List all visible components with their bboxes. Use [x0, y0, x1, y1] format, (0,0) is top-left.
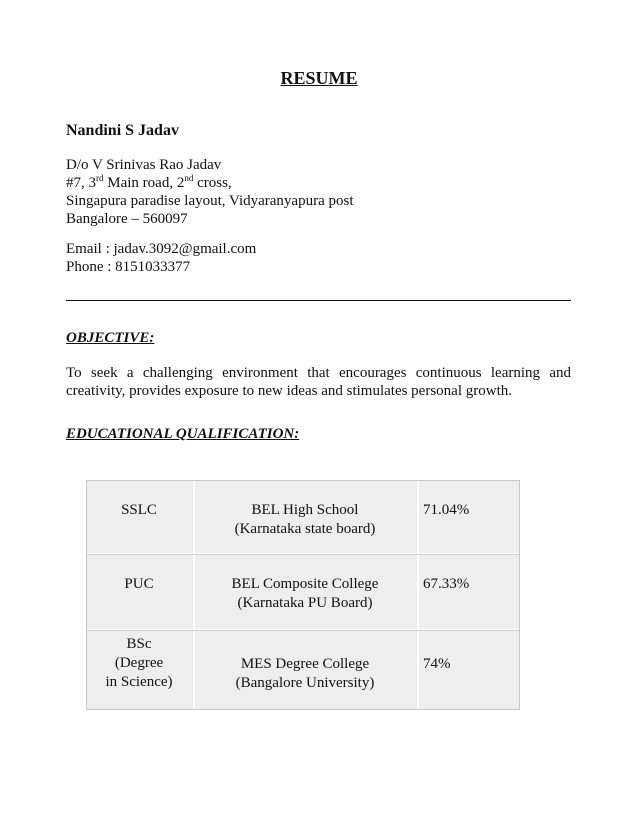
candidate-name: Nandini S Jadav	[66, 122, 179, 139]
degree-cell-line: BSc	[126, 636, 152, 652]
institution-cell-line: BEL Composite College	[231, 576, 379, 592]
objective-heading: OBJECTIVE:	[66, 330, 155, 346]
address-line-2	[66, 174, 354, 192]
score-cell-text	[423, 575, 519, 594]
address-line-1: D/o V Srinivas Rao Jadav	[66, 157, 222, 173]
institution-cell	[193, 555, 415, 629]
address-line-2-part: #7, 3	[66, 175, 96, 191]
score-cell	[417, 481, 519, 553]
table-row	[87, 631, 519, 709]
institution-cell-text	[195, 501, 415, 539]
address-line-2-part: Main road, 2	[103, 175, 185, 191]
objective-text: To seek a challenging environment that encourages continuous learning and creativity, provides exposure to new ideas and stimulates personal growth.	[66, 365, 571, 399]
degree-cell	[87, 631, 191, 709]
institution-cell-line: (Karnataka PU Board)	[237, 595, 373, 611]
degree-cell-line: (Degree	[114, 655, 164, 671]
degree-cell-text	[87, 575, 191, 594]
table-row	[87, 481, 519, 554]
contact-block	[66, 240, 256, 276]
degree-cell-text	[87, 501, 191, 520]
section-divider	[66, 300, 571, 301]
education-heading: EDUCATIONAL QUALIFICATION:	[66, 426, 300, 442]
institution-cell-line: BEL High School	[251, 502, 359, 518]
degree-cell-line: SSLC	[121, 502, 157, 518]
institution-cell-line: (Bangalore University)	[235, 675, 375, 691]
score-cell	[417, 631, 519, 709]
institution-cell-line: (Karnataka state board)	[234, 521, 376, 537]
degree-cell-line: in Science)	[105, 674, 173, 690]
institution-cell	[193, 481, 415, 553]
institution-cell-text	[195, 575, 415, 613]
address-line-2-part: cross,	[193, 175, 232, 191]
resume-title: RESUME	[280, 68, 358, 88]
degree-cell	[87, 555, 191, 629]
institution-cell	[193, 631, 415, 709]
phone-line: Phone : 8151033377	[66, 259, 191, 275]
institution-cell-line: MES Degree College	[240, 656, 370, 672]
education-table	[86, 480, 520, 710]
degree-cell	[87, 481, 191, 553]
score-cell-line: 67.33%	[423, 576, 470, 592]
ordinal-suffix: rd	[96, 173, 104, 183]
degree-cell-text	[87, 635, 191, 692]
address-line-3: Singapura paradise layout, Vidyaranyapura post	[66, 193, 354, 209]
email-line: Email : jadav.3092@gmail.com	[66, 241, 257, 257]
score-cell-line: 71.04%	[423, 502, 470, 518]
address-block	[66, 156, 354, 228]
institution-cell-text	[195, 655, 415, 693]
score-cell	[417, 555, 519, 629]
table-row	[87, 555, 519, 630]
score-cell-text	[423, 501, 519, 520]
score-cell-line: 74%	[423, 656, 451, 672]
address-line-4: Bangalore – 560097	[66, 211, 188, 227]
ordinal-suffix: nd	[184, 173, 194, 183]
score-cell-text	[423, 655, 519, 674]
degree-cell-line: PUC	[124, 576, 154, 592]
